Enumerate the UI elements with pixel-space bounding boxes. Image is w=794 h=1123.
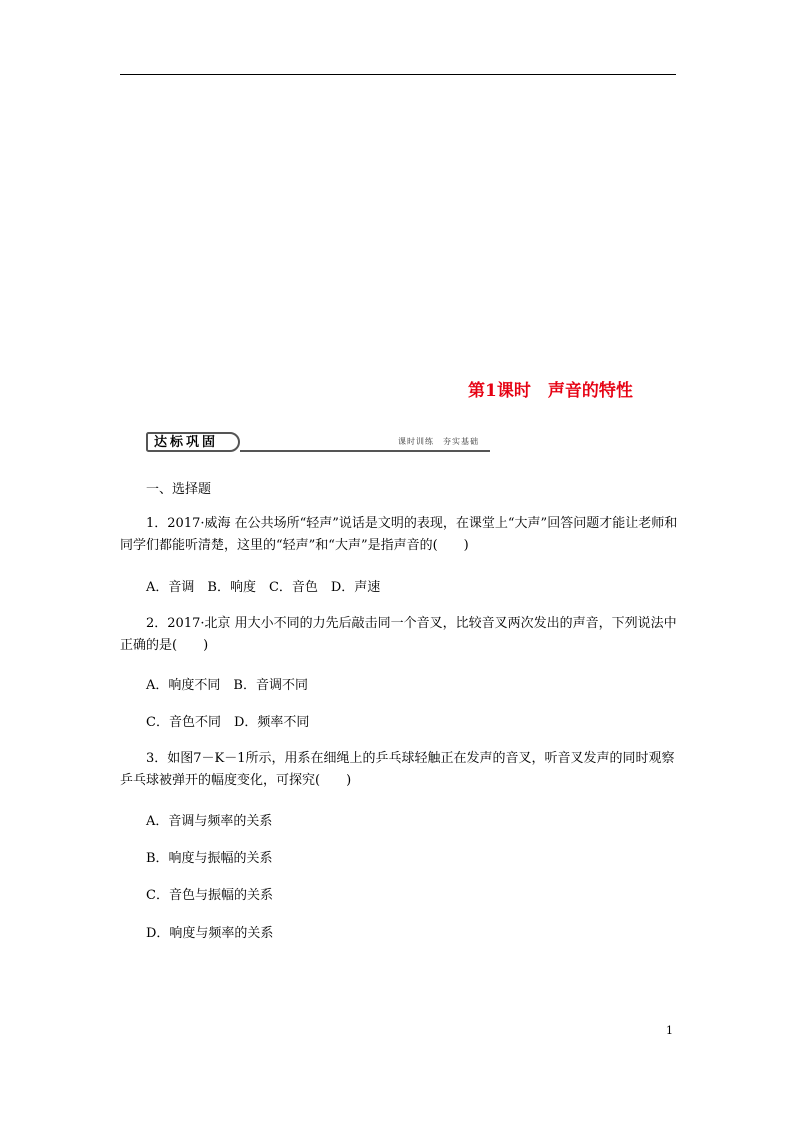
banner-subtitle: 课时训练 夯实基础 [398,437,479,446]
question-1-options: A．音调 B．响度 C．音色 D．声速 [146,580,381,595]
question-2-option-row-1: A．响度不同 B．音调不同 [146,678,308,693]
question-2-option-row-2: C．音色不同 D．频率不同 [146,715,310,730]
question-3-stem: 3．如图7－K－1所示，用系在细绳上的乒乓球轻触正在发声的音叉，听音叉发声的同时观察乒乓球被弹开的幅度变化，可探究( ) [120,751,675,788]
question-3-option-a: A．音调与频率的关系 [146,814,273,829]
header-rule [120,74,676,75]
question-3-option-b: B．响度与振幅的关系 [146,851,273,866]
lesson-title: 第1课时 声音的特性 [468,381,633,401]
question-3-option-c: C．音色与振幅的关系 [146,888,273,903]
question-1-stem: 1．2017·威海 在公共场所“轻声”说话是文明的表现，在课堂上“大声”回答问题才能让老师和同学们都能听清楚，这里的“轻声”和“大声”是指声音的( ) [120,516,678,553]
banner-underline [240,450,490,452]
question-2-stem: 2．2017·北京 用大小不同的力先后敲击同一个音叉，比较音叉两次发出的声音，下列说法中正确的是( ) [120,616,677,653]
question-3-option-d: D．响度与频率的关系 [146,926,274,941]
section-heading: 一、选择题 [146,482,212,497]
banner-label: 达标巩固 [146,432,240,452]
page-number: 1 [666,1024,673,1037]
section-banner [146,432,490,454]
